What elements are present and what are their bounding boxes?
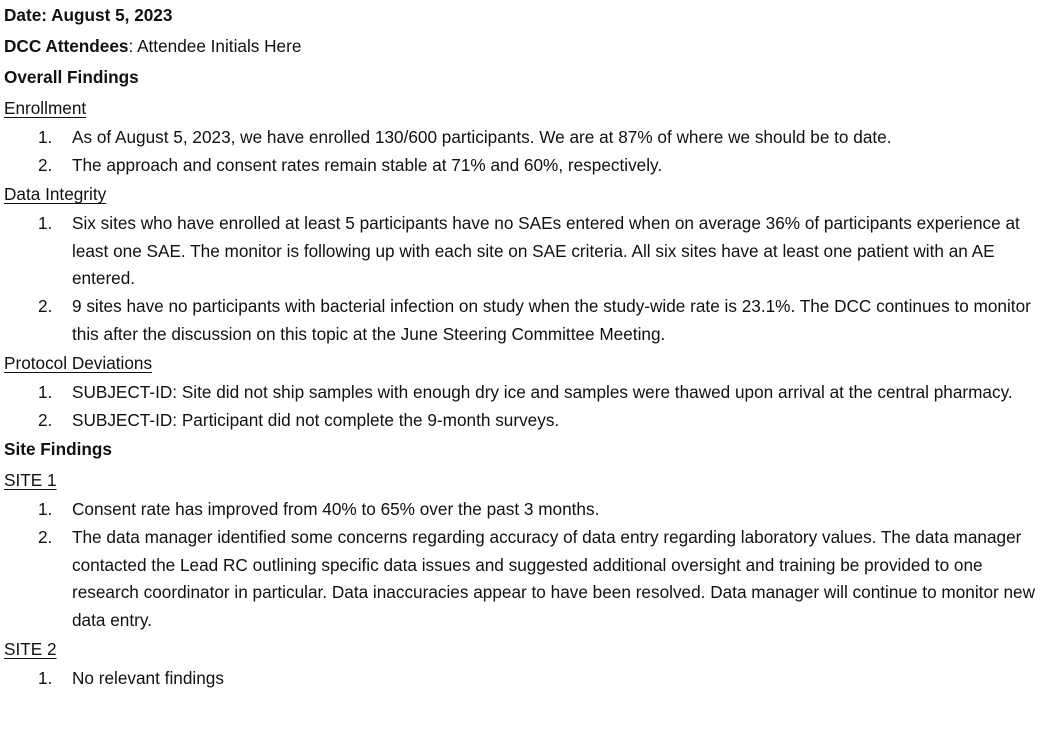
enrollment-list xyxy=(4,124,1050,179)
list-item-text: No relevant findings xyxy=(72,668,224,689)
date-line: Date: August 5, 2023 xyxy=(4,5,173,25)
list-item-number: 2. xyxy=(38,295,53,316)
protocol-deviations-list xyxy=(4,379,1050,434)
site-1-heading-row xyxy=(4,465,1050,496)
list-item xyxy=(4,152,1050,180)
list-item xyxy=(4,293,1050,348)
list-item-number: 1. xyxy=(38,382,53,403)
list-item-number: 2. xyxy=(38,154,53,175)
attendees-label: DCC Attendees xyxy=(4,36,129,56)
data-integrity-list xyxy=(4,210,1050,348)
list-item xyxy=(4,379,1050,407)
site-2-heading-row xyxy=(4,634,1050,665)
list-item-number: 2. xyxy=(38,526,53,547)
list-item-number: 1. xyxy=(38,127,53,147)
enrollment-heading: Enrollment xyxy=(4,98,87,118)
enrollment-heading-row xyxy=(4,93,1050,124)
protocol-deviations-heading-row xyxy=(4,348,1050,379)
list-item-text: SUBJECT-ID: Site did not ship samples with enough dry ice and samples were thawed upon arrival at the central pharmacy. xyxy=(72,382,1013,403)
list-item-text: Six sites who have enrolled at least 5 participants have no SAEs entered when on average 36% of participants experience at least one SAE. The monitor is following up with each site on SAE criteria. All six sites have at least one patient with an AE entered. xyxy=(72,213,1020,289)
list-item-text: The approach and consent rates remain stable at 71% and 60%, respectively. xyxy=(72,154,663,175)
site-1-heading: SITE 1 xyxy=(4,470,57,491)
list-item-text: Consent rate has improved from 40% to 65% over the past 3 months. xyxy=(72,499,600,520)
list-item-text: 9 sites have no participants with bacterial infection on study when the study-wide rate is 23.1%. The DCC continues to monitor this after the discussion on this topic at the June Steering Committee Meeting. xyxy=(72,295,1031,344)
list-item-number: 1. xyxy=(38,668,53,689)
attendees-value: : Attendee Initials Here xyxy=(128,36,302,56)
list-item xyxy=(4,124,1050,152)
site-2-list xyxy=(4,665,1050,693)
list-item-text: SUBJECT-ID: Participant did not complete the 9-month surveys. xyxy=(72,409,560,430)
list-item xyxy=(4,496,1050,524)
overall-findings-heading: Overall Findings xyxy=(4,67,139,87)
data-integrity-heading-row xyxy=(4,179,1050,210)
list-item xyxy=(4,210,1050,293)
site-2-heading: SITE 2 xyxy=(4,639,57,660)
site-1-list xyxy=(4,496,1050,634)
list-item-number: 1. xyxy=(38,499,53,520)
list-item xyxy=(4,524,1050,634)
protocol-deviations-heading: Protocol Deviations xyxy=(4,353,153,374)
site-findings-heading: Site Findings xyxy=(4,439,112,460)
list-item-text: The data manager identified some concerns regarding accuracy of data entry regarding laboratory values. The data manager contacted the Lead RC outlining specific data issues and suggested additional oversight and training be provided to one research coordinator in particular. Data inaccuracies appear to have been resolved. Data manager will continue to monitor new data entry. xyxy=(72,526,1036,630)
data-integrity-heading: Data Integrity xyxy=(4,184,107,205)
list-item xyxy=(4,407,1050,435)
list-item-text: As of August 5, 2023, we have enrolled 130/600 participants. We are at 87% of where we should be to date. xyxy=(72,127,892,147)
list-item xyxy=(4,665,1050,693)
list-item-number: 1. xyxy=(38,213,53,234)
list-item-number: 2. xyxy=(38,409,53,430)
attendees-line xyxy=(4,31,1050,62)
